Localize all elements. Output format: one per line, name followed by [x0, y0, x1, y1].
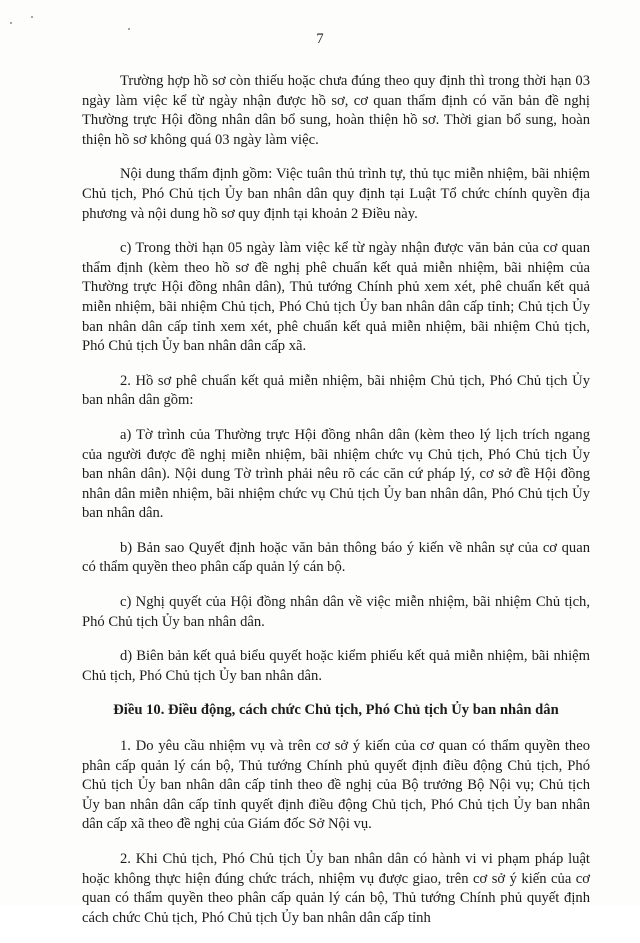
- paragraph-article-10-clause-2: 2. Khi Chủ tịch, Phó Chủ tịch Ủy ban nhân dân có hành vi vi phạm pháp luật hoặc không thực hiện đúng chức trách, nhiệm vụ được giao, trên cơ sở ý kiến của cơ quan có thẩm quyền theo phân cấp quản lý cán bộ, Thủ tướng Chính phủ quyết định cách chức Chủ tịch, Phó Chủ tịch Ủy ban nhân dân cấp tỉnh: [82, 851, 590, 926]
- article-10-heading: Điều 10. Điều động, cách chức Chủ tịch, Phó Chủ tịch Ủy ban nhân dân: [113, 702, 559, 719]
- paragraph-point-b-copy: b) Bản sao Quyết định hoặc văn bản thông báo ý kiến về nhân sự của cơ quan có thẩm quyền theo phân cấp quản lý cán bộ.: [82, 539, 590, 576]
- paragraph-point-c-approval: c) Trong thời hạn 05 ngày làm việc kể từ ngày nhận được văn bản của cơ quan thẩm định (kèm theo hồ sơ đề nghị phê chuẩn kết quả miễn nhiệm, bãi nhiệm của Thường trực Hội đồng nhân dân), Thủ tướng Chính phủ xem xét, phê chuẩn kết quả miễn nhiệm, bãi nhiệm Chủ tịch, Phó Chủ tịch Ủy ban nhân dân cấp tỉnh; Chủ tịch Ủy ban nhân dân cấp tỉnh xem xét, phê chuẩn kết quả miễn nhiệm, bãi nhiệm Chủ tịch, Phó Chủ tịch Ủy ban nhân dân cấp xã.: [82, 240, 590, 355]
- paragraph-article-10-clause-1: 1. Do yêu cầu nhiệm vụ và trên cơ sở ý kiến của cơ quan có thẩm quyền theo phân cấp quản lý cán bộ, Thủ tướng Chính phủ quyết định điều động Chủ tịch, Phó Chủ tịch Ủy ban nhân dân cấp tỉnh theo đề nghị của Bộ trưởng Bộ Nội vụ; Chủ tịch Ủy ban nhân dân cấp tỉnh quyết định điều động Chủ tịch, Phó Chủ tịch Ủy ban nhân dân cấp xã theo đề nghị của Giám đốc Sở Nội vụ.: [82, 738, 590, 833]
- paragraph-point-a-submission: a) Tờ trình của Thường trực Hội đồng nhân dân (kèm theo lý lịch trích ngang của người được đề nghị miễn nhiệm, bãi nhiệm chức vụ Chủ tịch, Phó Chủ tịch Ủy ban nhân dân). Nội dung Tờ trình phải nêu rõ các căn cứ pháp lý, cơ sở đề Hội đồng nhân dân miễn nhiệm, bãi nhiệm chức vụ Chủ tịch Ủy ban nhân dân, Phó Chủ tịch Ủy ban nhân dân.: [82, 426, 590, 522]
- paragraph-point-d-minutes: d) Biên bản kết quả biểu quyết hoặc kiểm phiếu kết quả miễn nhiệm, bãi nhiệm Chủ tịch, Phó Chủ tịch Ủy ban nhân dân.: [82, 648, 590, 684]
- scan-speck: [10, 22, 12, 24]
- scan-speck: [31, 16, 33, 18]
- paragraph-appraisal-content: Nội dung thẩm định gồm: Việc tuân thủ trình tự, thủ tục miễn nhiệm, bãi nhiệm Chủ tịch, Phó Chủ tịch Ủy ban nhân dân quy định tại Luật Tổ chức chính quyền địa phương và nội dung hồ sơ quy định tại khoản 2 Điều này.: [82, 166, 590, 222]
- paragraph-clause-2-dossier: 2. Hồ sơ phê chuẩn kết quả miễn nhiệm, bãi nhiệm Chủ tịch, Phó Chủ tịch Ủy ban nhân dân gồm:: [82, 372, 590, 409]
- document-body: [82, 72, 590, 943]
- page-number: 7: [316, 31, 324, 47]
- paragraph-supplement-deadline: Trường hợp hồ sơ còn thiếu hoặc chưa đúng theo quy định thì trong thời hạn 03 ngày làm việc kể từ ngày nhận được hồ sơ, cơ quan thẩm định có văn bản đề nghị Thường trực Hội đồng nhân dân bổ sung, hoàn thiện hồ sơ. Thời gian bổ sung, hoàn thiện hồ sơ không quá 03 ngày làm việc.: [82, 73, 590, 148]
- scan-speck: [128, 28, 130, 30]
- paragraph-point-c-resolution: c) Nghị quyết của Hội đồng nhân dân về việc miễn nhiệm, bãi nhiệm Chủ tịch, Phó Chủ tịch Ủy ban nhân dân.: [82, 594, 590, 630]
